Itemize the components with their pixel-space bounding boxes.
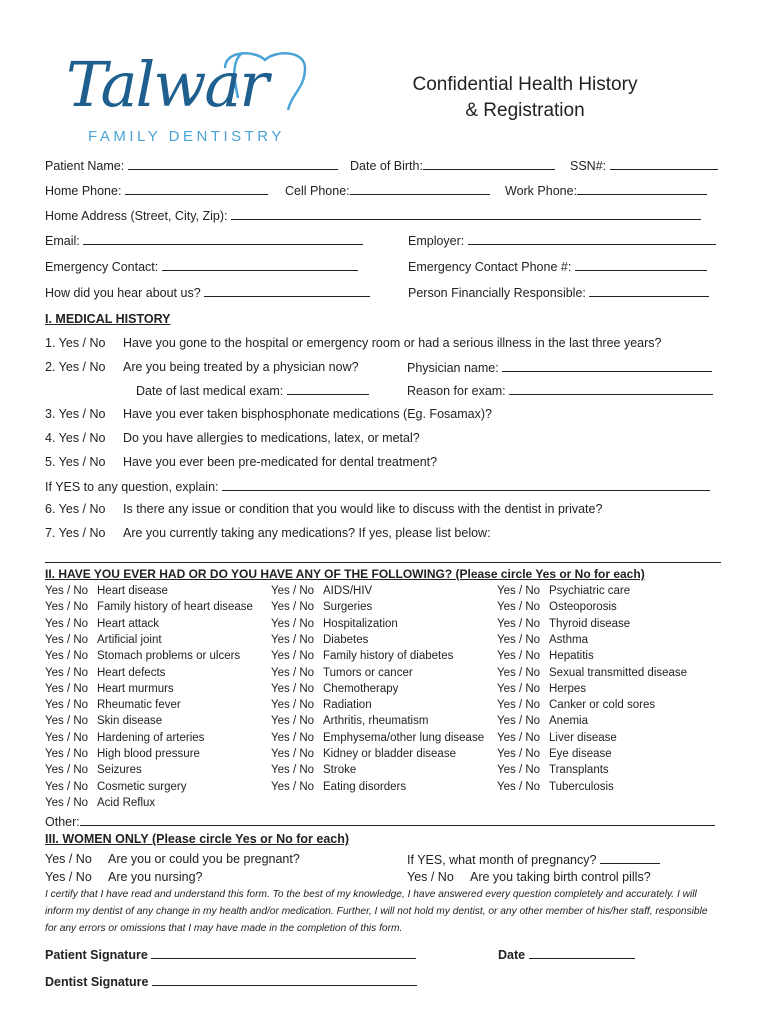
dob-field[interactable] bbox=[350, 157, 555, 174]
condition-label: Heart murmurs bbox=[97, 682, 174, 695]
condition-label: Stomach problems or ulcers bbox=[97, 650, 241, 663]
condition-label: Osteoporosis bbox=[549, 601, 617, 614]
condition-yesno[interactable]: Yes / No bbox=[45, 682, 89, 695]
condition-yesno[interactable]: Yes / No bbox=[497, 585, 541, 597]
certification-text: I certify that I have read and understand this form. To the best of my knowledge, I have answered every question completely and accurately. I will inform my dentist of any change in my health and/or medication. Further, I will not hold my dentist, or any other member of his/her staff, responsible for any errors or omissions that I may have made in the completion of this form. bbox=[45, 889, 708, 934]
condition-row bbox=[45, 697, 181, 713]
condition-row bbox=[45, 681, 174, 697]
condition-label: Diabetes bbox=[323, 633, 369, 646]
condition-label: Cosmetic surgery bbox=[97, 780, 187, 793]
condition-label: High blood pressure bbox=[97, 748, 200, 760]
page-title bbox=[380, 72, 670, 124]
condition-label: Family history of diabetes bbox=[323, 650, 454, 663]
med-q5-text: Have you ever been pre-medicated for dental treatment? bbox=[123, 455, 438, 469]
condition-yesno[interactable]: Yes / No bbox=[45, 731, 89, 744]
condition-row bbox=[497, 762, 609, 778]
condition-label: Transplants bbox=[549, 764, 609, 777]
condition-row bbox=[497, 665, 687, 681]
condition-label: Herpes bbox=[549, 682, 587, 695]
med-q6-yesno[interactable]: 6. Yes / No bbox=[45, 502, 106, 516]
condition-label: AIDS/HIV bbox=[323, 585, 373, 597]
condition-row bbox=[497, 632, 588, 648]
logo-subtitle: FAMILY DENTISTRY bbox=[88, 128, 285, 145]
home-address-field[interactable] bbox=[45, 207, 701, 224]
condition-yesno[interactable]: Yes / No bbox=[45, 650, 89, 663]
condition-yesno[interactable]: Yes / No bbox=[271, 650, 315, 663]
condition-yesno[interactable]: Yes / No bbox=[45, 617, 89, 630]
financially-responsible-field[interactable] bbox=[408, 284, 709, 301]
condition-label: Arthritis, rheumatism bbox=[323, 715, 429, 728]
condition-row bbox=[45, 746, 200, 762]
med-q6-text: Is there any issue or condition that you would like to discuss with the dentist in private? bbox=[123, 502, 603, 516]
financially-responsible-label: Person Financially Responsible: bbox=[408, 286, 586, 300]
ssn-label: SSN#: bbox=[570, 159, 607, 173]
condition-label: Canker or cold sores bbox=[549, 699, 656, 712]
condition-yesno[interactable]: Yes / No bbox=[45, 601, 89, 614]
condition-yesno[interactable]: Yes / No bbox=[497, 780, 541, 793]
condition-yesno[interactable]: Yes / No bbox=[45, 699, 89, 712]
condition-row bbox=[497, 681, 586, 697]
condition-yesno[interactable]: Yes / No bbox=[497, 617, 541, 630]
condition-row bbox=[271, 697, 372, 713]
med-q7-text: Are you currently taking any medications? If yes, please list below: bbox=[123, 526, 491, 540]
explain-field[interactable] bbox=[45, 478, 710, 495]
med-q7-yesno[interactable]: 7. Yes / No bbox=[45, 526, 106, 540]
condition-yesno[interactable]: Yes / No bbox=[497, 731, 541, 744]
condition-label: Hepatitis bbox=[549, 650, 594, 663]
women-q3-yesno[interactable]: Yes / No bbox=[407, 870, 454, 884]
email-field[interactable] bbox=[45, 232, 363, 249]
condition-yesno[interactable]: Yes / No bbox=[45, 748, 89, 760]
condition-label: Heart defects bbox=[97, 666, 166, 679]
condition-label: Kidney or bladder disease bbox=[323, 748, 456, 760]
condition-row bbox=[271, 632, 368, 648]
emergency-contact-field[interactable] bbox=[45, 258, 358, 275]
patient-name-field[interactable] bbox=[45, 157, 338, 174]
med-q2-yesno[interactable]: 2. Yes / No bbox=[45, 360, 106, 374]
condition-yesno[interactable]: Yes / No bbox=[271, 699, 315, 712]
condition-label: Heart attack bbox=[97, 617, 159, 630]
condition-yesno[interactable]: Yes / No bbox=[271, 617, 315, 630]
condition-label: Skin disease bbox=[97, 715, 163, 728]
condition-yesno[interactable]: Yes / No bbox=[271, 585, 315, 597]
reason-exam-field[interactable] bbox=[407, 382, 713, 399]
condition-yesno[interactable]: Yes / No bbox=[45, 633, 89, 646]
condition-row bbox=[271, 648, 453, 664]
condition-row bbox=[497, 583, 630, 599]
condition-label: Emphysema/other lung disease bbox=[323, 731, 485, 744]
condition-label: Acid Reflux bbox=[97, 796, 156, 809]
reason-exam-label: Reason for exam: bbox=[407, 384, 506, 398]
med-q1-yesno[interactable]: 1. Yes / No bbox=[45, 336, 106, 350]
physician-name-field[interactable] bbox=[407, 359, 712, 376]
condition-row bbox=[45, 583, 168, 599]
condition-row bbox=[271, 762, 356, 778]
condition-label: Tuberculosis bbox=[549, 780, 614, 793]
dentist-signature-field[interactable] bbox=[45, 973, 417, 989]
condition-label: Family history of heart disease bbox=[97, 601, 253, 614]
physician-name-label: Physician name: bbox=[407, 361, 499, 375]
condition-yesno[interactable]: Yes / No bbox=[271, 633, 315, 646]
condition-yesno[interactable]: Yes / No bbox=[497, 699, 541, 712]
condition-label: Seizures bbox=[97, 764, 142, 777]
logo-name: Talwar bbox=[66, 48, 268, 121]
patient-signature-label: Patient Signature bbox=[45, 948, 148, 962]
condition-label: Eating disorders bbox=[323, 780, 407, 793]
women-q2-text: Are you nursing? bbox=[108, 870, 203, 884]
condition-label: Eye disease bbox=[549, 748, 612, 760]
date-label: Date bbox=[498, 948, 526, 962]
condition-yesno[interactable]: Yes / No bbox=[45, 764, 89, 777]
condition-row bbox=[497, 713, 588, 729]
condition-yesno[interactable]: Yes / No bbox=[497, 764, 541, 777]
emergency-phone-field[interactable] bbox=[408, 258, 707, 275]
condition-yesno[interactable]: Yes / No bbox=[497, 666, 541, 679]
condition-row bbox=[45, 795, 155, 811]
condition-row bbox=[497, 648, 594, 664]
dentist-signature-label: Dentist Signature bbox=[45, 975, 149, 989]
condition-yesno[interactable]: Yes / No bbox=[45, 715, 89, 728]
employer-field[interactable] bbox=[408, 232, 716, 249]
women-q1-text: Are you or could you be pregnant? bbox=[108, 852, 300, 866]
condition-row bbox=[45, 730, 204, 746]
hear-about-field[interactable] bbox=[45, 284, 370, 301]
condition-row bbox=[497, 616, 630, 632]
home-phone-label: Home Phone: bbox=[45, 184, 122, 198]
last-exam-field[interactable] bbox=[136, 382, 369, 399]
condition-row bbox=[271, 616, 398, 632]
condition-yesno[interactable]: Yes / No bbox=[271, 715, 315, 728]
condition-yesno[interactable]: Yes / No bbox=[271, 601, 315, 614]
medical-history-heading: I. MEDICAL HISTORY bbox=[45, 312, 171, 326]
condition-yesno[interactable]: Yes / No bbox=[497, 682, 541, 695]
last-exam-label: Date of last medical exam: bbox=[136, 384, 284, 398]
condition-label: Rheumatic fever bbox=[97, 699, 181, 712]
condition-yesno[interactable]: Yes / No bbox=[271, 764, 315, 777]
email-label: Email: bbox=[45, 234, 80, 248]
condition-yesno[interactable]: Yes / No bbox=[271, 748, 315, 760]
condition-label: Hospitalization bbox=[323, 617, 398, 630]
med-q5-yesno[interactable]: 5. Yes / No bbox=[45, 455, 106, 469]
condition-yesno[interactable]: Yes / No bbox=[271, 780, 315, 793]
condition-row bbox=[45, 713, 162, 729]
med-q1-text: Have you gone to the hospital or emergency room or had a serious illness in the last three years? bbox=[123, 336, 662, 350]
condition-label: Asthma bbox=[549, 633, 588, 646]
condition-row bbox=[271, 599, 372, 615]
condition-label: Liver disease bbox=[549, 731, 617, 744]
condition-label: Radiation bbox=[323, 699, 372, 712]
employer-label: Employer: bbox=[408, 234, 465, 248]
patient-signature-field[interactable] bbox=[45, 946, 416, 962]
condition-row bbox=[45, 665, 165, 681]
condition-row bbox=[271, 746, 456, 762]
condition-row bbox=[271, 713, 428, 729]
logo bbox=[60, 42, 320, 152]
med-q3-text: Have you ever taken bisphosphonate medications (Eg. Fosamax)? bbox=[123, 407, 492, 421]
condition-row bbox=[271, 665, 413, 681]
med-q3-yesno[interactable]: 3. Yes / No bbox=[45, 407, 106, 421]
condition-yesno[interactable]: Yes / No bbox=[497, 715, 541, 728]
condition-row bbox=[271, 583, 372, 599]
condition-row bbox=[45, 762, 142, 778]
condition-yesno[interactable]: Yes / No bbox=[497, 650, 541, 663]
condition-label: Stroke bbox=[323, 764, 357, 777]
condition-row bbox=[45, 779, 186, 795]
emergency-phone-label: Emergency Contact Phone #: bbox=[408, 260, 572, 274]
condition-row bbox=[271, 730, 484, 746]
condition-label: Sexual transmitted disease bbox=[549, 666, 688, 679]
condition-row bbox=[497, 697, 655, 713]
other-field[interactable] bbox=[45, 813, 715, 830]
medications-line[interactable] bbox=[45, 562, 721, 563]
condition-row bbox=[497, 746, 612, 762]
pregnancy-month-label: If YES, what month of pregnancy? bbox=[407, 853, 597, 867]
pregnancy-month-field[interactable] bbox=[407, 851, 660, 868]
work-phone-label: Work Phone: bbox=[505, 184, 578, 198]
condition-label: Chemotherapy bbox=[323, 682, 399, 695]
condition-label: Hardening of arteries bbox=[97, 731, 205, 744]
women-q3-text: Are you taking birth control pills? bbox=[470, 870, 651, 884]
emergency-contact-label: Emergency Contact: bbox=[45, 260, 159, 274]
women-heading: III. WOMEN ONLY (Please circle Yes or No for each) bbox=[45, 832, 350, 846]
condition-yesno[interactable]: Yes / No bbox=[497, 748, 541, 760]
condition-label: Tumors or cancer bbox=[323, 666, 413, 679]
condition-row bbox=[497, 779, 614, 795]
condition-label: Artificial joint bbox=[97, 633, 162, 646]
title-line2: & Registration bbox=[465, 100, 585, 121]
other-label: Other: bbox=[45, 815, 80, 829]
home-phone-field[interactable] bbox=[45, 182, 268, 199]
condition-label: Heart disease bbox=[97, 585, 168, 597]
condition-row bbox=[45, 632, 162, 648]
ssn-field[interactable] bbox=[570, 157, 718, 174]
patient-name-label: Patient Name: bbox=[45, 159, 125, 173]
women-q2-yesno[interactable]: Yes / No bbox=[45, 870, 92, 884]
condition-row bbox=[45, 616, 159, 632]
condition-row bbox=[45, 648, 240, 664]
women-q1-yesno[interactable]: Yes / No bbox=[45, 852, 92, 866]
home-address-label: Home Address (Street, City, Zip): bbox=[45, 209, 228, 223]
condition-yesno[interactable]: Yes / No bbox=[271, 666, 315, 679]
date-field[interactable] bbox=[498, 946, 635, 962]
condition-label: Psychiatric care bbox=[549, 585, 631, 597]
med-q4-text: Do you have allergies to medications, latex, or metal? bbox=[123, 431, 420, 445]
cell-phone-label: Cell Phone: bbox=[285, 184, 350, 198]
cell-phone-field[interactable] bbox=[285, 182, 490, 199]
condition-yesno[interactable]: Yes / No bbox=[45, 780, 89, 793]
conditions-heading: II. HAVE YOU EVER HAD OR DO YOU HAVE ANY OF THE FOLLOWING? (Please circle Yes or No for each) bbox=[45, 567, 645, 581]
dob-label: Date of Birth: bbox=[350, 159, 423, 173]
condition-yesno[interactable]: Yes / No bbox=[497, 601, 541, 614]
condition-yesno[interactable]: Yes / No bbox=[45, 585, 89, 597]
title-line1: Confidential Health History bbox=[412, 74, 638, 95]
med-q4-yesno[interactable]: 4. Yes / No bbox=[45, 431, 106, 445]
condition-label: Surgeries bbox=[323, 601, 373, 614]
condition-row bbox=[497, 599, 617, 615]
condition-yesno[interactable]: Yes / No bbox=[271, 682, 315, 695]
hear-about-label: How did you hear about us? bbox=[45, 286, 201, 300]
condition-row bbox=[497, 730, 617, 746]
condition-row bbox=[45, 599, 253, 615]
condition-yesno[interactable]: Yes / No bbox=[45, 796, 89, 809]
condition-label: Anemia bbox=[549, 715, 588, 728]
condition-label: Thyroid disease bbox=[549, 617, 631, 630]
condition-yesno[interactable]: Yes / No bbox=[497, 633, 541, 646]
condition-yesno[interactable]: Yes / No bbox=[271, 731, 315, 744]
work-phone-field[interactable] bbox=[505, 182, 707, 199]
condition-yesno[interactable]: Yes / No bbox=[45, 666, 89, 679]
explain-label: If YES to any question, explain: bbox=[45, 480, 219, 494]
condition-row bbox=[271, 681, 398, 697]
condition-row bbox=[271, 779, 406, 795]
med-q2-text: Are you being treated by a physician now? bbox=[123, 360, 359, 374]
